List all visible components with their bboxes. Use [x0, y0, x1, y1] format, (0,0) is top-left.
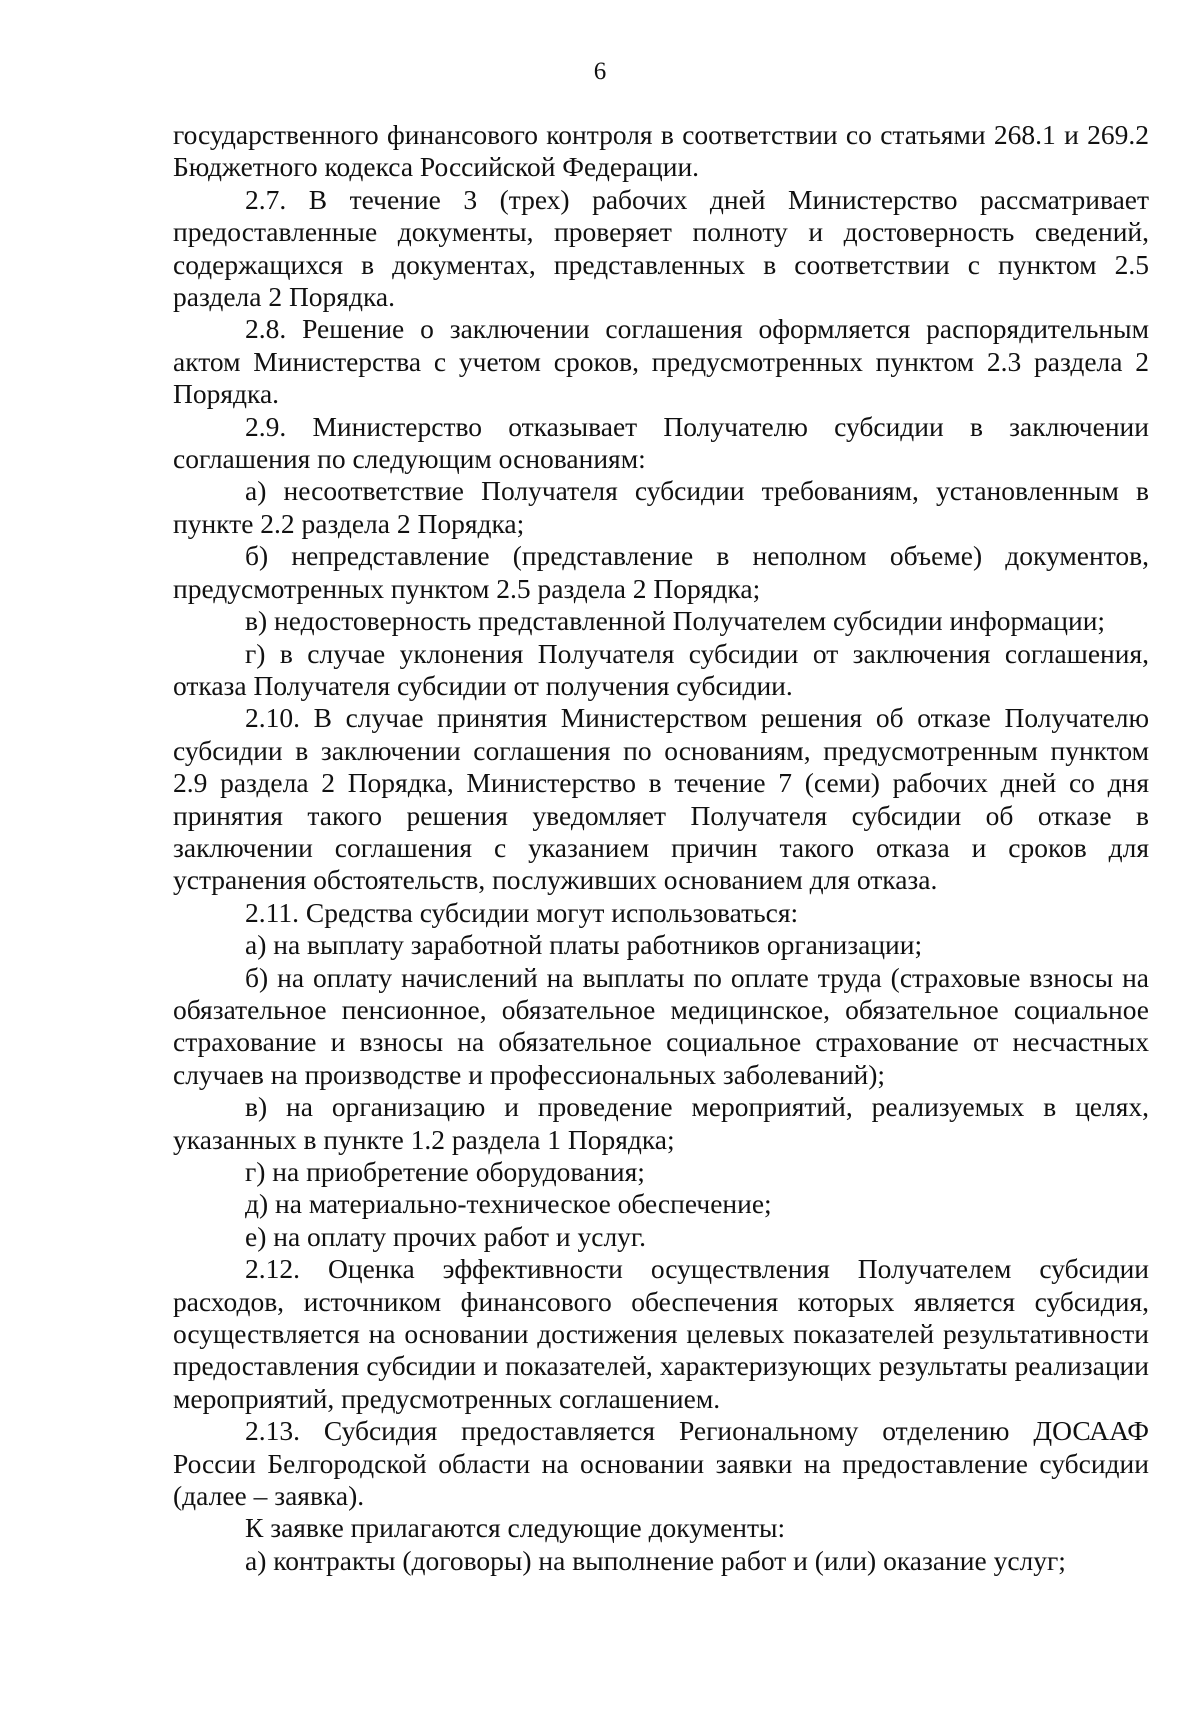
paragraph-2-8: 2.8. Решение о заключении соглашения оформляется распорядительным актом Министерства с учетом сроков, предусмотренных пунктом 2.3 раздела 2 Порядка. [173, 313, 1149, 410]
paragraph-continuation: государственного финансового контроля в соответствии со статьями 268.1 и 269.2 Бюджетного кодекса Российской Федерации. [173, 119, 1149, 183]
paragraph-2-7: 2.7. В течение 3 (трех) рабочих дней Министерство рассматривает предоставленные документы, проверяет полноту и достоверность сведений, содержащихся в документах, представленных в соответствии с пунктом 2.5 раздела 2 Порядка. [173, 183, 1149, 313]
paragraph-2-9: 2.9. Министерство отказывает Получателю субсидии в заключении соглашения по следующим основаниям: [173, 410, 1149, 475]
paragraph-2-10: 2.10. В случае принятия Министерством решения об отказе Получателю субсидии в заключении соглашения по основаниям, предусмотренным пунктом 2.9 раздела 2 Порядка, Министерство в течение 7 (семи) рабочих дней со дня принятия такого решения уведомляет Получателя субсидии об отказе в заключении соглашения с указанием причин такого отказа и сроков для устранения обстоятельств, послуживших основанием для отказа. [173, 702, 1149, 896]
list-item-attachments-a: а) контракты (договоры) на выполнение работ и (или) оказание услуг; [245, 1544, 1066, 1576]
list-item-2-11-b: б) на оплату начислений на выплаты по оплате труда (страховые взносы на обязательное пенсионное, обязательное медицинское, обязательное социальное страхование и взносы на обязательное социальное страхование от несчастных случаев на производстве и профессиональных заболеваний); [173, 961, 1149, 1090]
paragraph-2-13: 2.13. Субсидия предоставляется Региональному отделению ДОСААФ России Белгородской области на основании заявки на предоставление субсидии (далее – заявка). [173, 1415, 1149, 1512]
paragraph-2-11: 2.11. Средства субсидии могут использоваться: [245, 896, 799, 928]
document-body [173, 119, 1149, 1577]
list-item-2-11-g: г) на приобретение оборудования; [245, 1156, 645, 1187]
list-item-2-11-d: д) на материально-техническое обеспечение; [245, 1188, 772, 1220]
paragraph-attachments-intro: К заявке прилагаются следующие документы: [245, 1512, 786, 1544]
page-number: 6 [593, 58, 607, 85]
list-item-2-11-v: в) на организацию и проведение мероприятий, реализуемых в целях, указанных в пункте 1.2 раздела 1 Порядка; [173, 1091, 1149, 1155]
list-item-2-9-v: в) недостоверность представленной Получателем субсидии информации; [245, 605, 1106, 637]
paragraph-2-12: 2.12. Оценка эффективности осуществления Получателем субсидии расходов, источником финансового обеспечения которых является субсидия, осуществляется на основании достижения целевых показателей результативности предоставления субсидии и показателей, характеризующих результаты реализации мероприятий, предусмотренных соглашением. [173, 1253, 1149, 1414]
list-item-2-9-b: б) непредставление (представление в неполном объеме) документов, предусмотренных пунктом 2.5 раздела 2 Порядка; [173, 540, 1149, 604]
list-item-2-9-a: а) несоответствие Получателя субсидии требованиям, установленным в пункте 2.2 раздела 2 Порядка; [173, 475, 1149, 539]
list-item-2-11-a: а) на выплату заработной платы работников организации; [245, 929, 923, 961]
list-item-2-11-e: е) на оплату прочих работ и услуг. [245, 1220, 646, 1252]
list-item-2-9-g: г) в случае уклонения Получателя субсидии от заключения соглашения, отказа Получателя субсидии от получения субсидии. [173, 637, 1149, 701]
